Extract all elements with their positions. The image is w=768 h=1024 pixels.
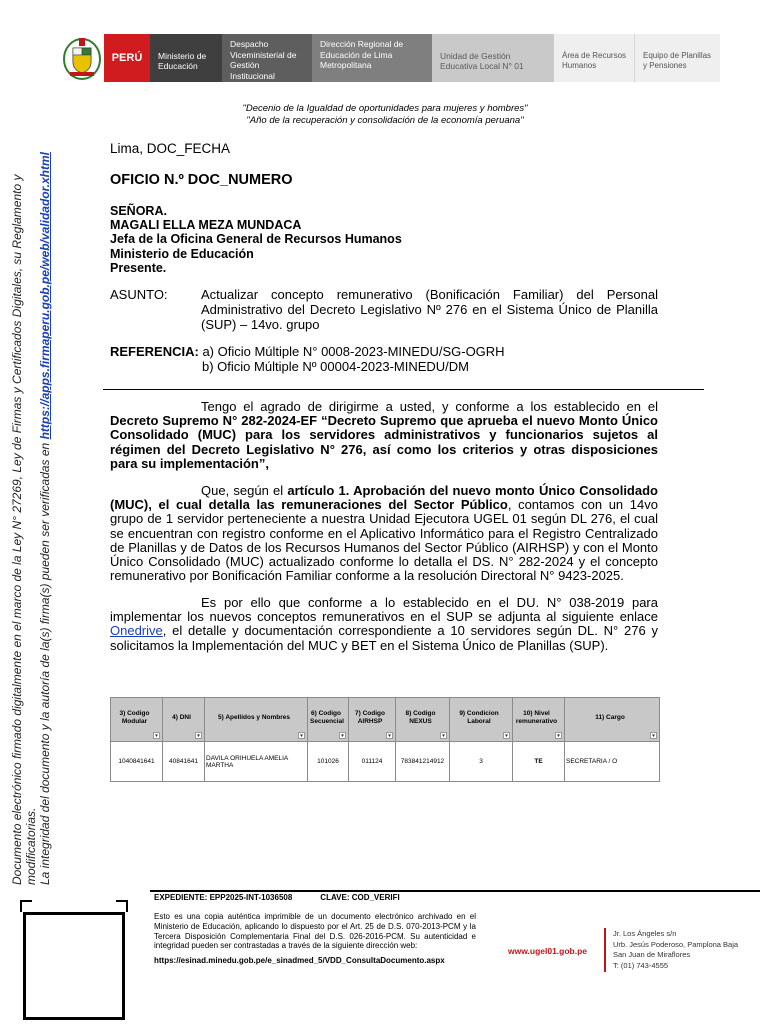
col-codigo-airhsp: 7) Codigo AIRHSP ▾ <box>349 698 396 742</box>
paragraph-1-intro: Tengo el agrado de dirigirme a usted, y conforme a los establecido en el <box>201 399 658 414</box>
reference-a: a) Oficio Múltiple N° 0008-2023-MINEDU/SG-OGRH <box>198 344 505 359</box>
expediente-number: EXPEDIENTE: EPP2025-INT-1036508 <box>154 893 293 902</box>
subject-block <box>110 287 658 332</box>
cell-nivel-remunerativo: TE <box>513 742 565 782</box>
paragraph-3-intro: Es por ello que conforme a lo establecido en el DU. N° 038-2019 para implementar los nuevos conceptos remunerativos en el SUP se adjunta al siguiente enlace <box>110 595 658 625</box>
table-header-row <box>111 698 660 742</box>
paragraph-2-article: artículo 1. Aprobación del nuevo monto Único Consolidado (MUC), el cual detalla las remuneraciones del Sector Público <box>110 483 658 513</box>
cell-condicion-laboral: 3 <box>450 742 513 782</box>
col-condicion-laboral: 9) Condicion Laboral ▾ <box>450 698 513 742</box>
col-codigo-secuencial: 6) Codigo Secuencial ▾ <box>308 698 349 742</box>
col-apellidos-nombres: 5) Apellidos y Nombres ▾ <box>205 698 308 742</box>
signature-note-line2 <box>38 140 52 885</box>
filter-dropdown-icon[interactable]: ▾ <box>440 732 447 739</box>
payroll-team-label: Equipo de Planillas y Pensiones <box>634 34 720 82</box>
recipient-name: MAGALI ELLA MEZA MUNDACA <box>110 218 302 233</box>
document-number-title: OFICIO N.º DOC_NUMERO <box>110 172 293 188</box>
place-date: Lima, DOC_FECHA <box>110 141 231 156</box>
address-line3: San Juan de Miraflores <box>613 950 691 959</box>
regional-direction-label: Dirección Regional de Educación de Lima Metropolitana <box>312 34 432 82</box>
cell-apellidos-nombres: DAVILA ORIHUELA AMELIA MARTHA <box>205 742 308 782</box>
recipient-presente: Presente. <box>110 260 167 275</box>
decade-slogan <box>150 103 620 127</box>
col-nivel-remunerativo: 10) Nivel remunerativo ▾ <box>513 698 565 742</box>
section-divider <box>103 389 704 390</box>
vice-ministry-label: Despacho Viceministerial de Gestión Institucional <box>222 34 312 82</box>
recipient-block <box>110 204 402 275</box>
ministry-label: Ministerio de Educación <box>150 34 222 82</box>
signature-note-text: La integridad del documento y la autoría de la(s) firma(s) pueden ser verificadas en <box>38 439 52 885</box>
paragraph-3 <box>110 596 658 653</box>
paragraph-2-body: , contamos con un 14vo grupo de 1 servidor perteneciente a nuestra Unidad Ejecutora UGEL 01 según DL 276, el cual se encuentran con registro conforme en el Aplicativo Informático para el Registro Centralizado de Planillas y de Datos de los Recursos Humanos del Sector Público (AIRHSP) y con el Monto Único Consolidado (MUC) actualizado conforme lo detalla el DS. N° 282-2024 y el concepto remunerativo por Bonificación Familiar conforme a la resolución Directoral N° 9423-2025. <box>110 497 658 584</box>
ugel-website[interactable]: www.ugel01.gob.pe <box>508 946 588 956</box>
hr-area-label: Área de Recursos Humanos <box>554 34 634 82</box>
peru-label: PERÚ <box>104 34 150 82</box>
paragraph-2-intro: Que, según el <box>201 483 288 498</box>
digital-signature-note <box>10 140 52 885</box>
filter-dropdown-icon[interactable]: ▾ <box>503 732 510 739</box>
subject-label: ASUNTO: <box>110 287 168 302</box>
onedrive-link[interactable]: Onedrive <box>110 623 163 639</box>
cell-cargo: SECRETARIA / O <box>565 742 660 782</box>
paragraph-1 <box>110 400 658 471</box>
recipient-salutation: SEÑORA. <box>110 204 167 218</box>
cell-codigo-modular: 1040841641 <box>111 742 163 782</box>
verification-url[interactable]: https://esinad.minedu.gob.pe/e_sinadmed_5/VDD_ConsultaDocumento.aspx <box>154 956 445 966</box>
institutional-header <box>62 34 720 82</box>
qr-code-frame <box>20 896 128 1020</box>
address-line2: Urb. Jesús Poderoso, Pamplona Baja <box>613 939 739 949</box>
filter-dropdown-icon[interactable]: ▾ <box>386 732 393 739</box>
cell-codigo-airhsp: 011124 <box>349 742 396 782</box>
filter-dropdown-icon[interactable]: ▾ <box>339 732 346 739</box>
col-codigo-nexus: 8) Codigo NEXUS ▾ <box>396 698 450 742</box>
verification-key: CLAVE: COD_VERIFI <box>320 893 400 902</box>
paragraph-1-decree: Decreto Supremo N° 282-2024-EF “Decreto Supremo que aprueba el nuevo Monto Único Consolidado (MUC) para los servidores administrativos y funcionarios sujetos al régimen del Decreto Legislativo N° 276, así como los criterios y otras disposiciones para su implementación”, <box>110 413 658 471</box>
cell-codigo-secuencial: 101026 <box>308 742 349 782</box>
filter-dropdown-icon[interactable]: ▾ <box>555 732 562 739</box>
filter-dropdown-icon[interactable]: ▾ <box>153 732 160 739</box>
reference-block <box>110 344 505 374</box>
reference-label: REFERENCIA: <box>110 344 199 359</box>
authenticity-text: Esto es una copia auténtica imprimible de un documento electrónico archivado en el Ministerio de Educación, aplicando lo dispuesto por el Art. 25 de D.S. 070-2013-PCM y la Tercera Disposición Complementaria Final del D.S. 026-2016-PCM. Su autenticidad e integridad pueden ser contrastadas a través de la siguiente dirección web: <box>154 912 476 951</box>
subject-text: Actualizar concepto remunerativo (Bonificación Familiar) del Personal Administrativo del Decreto Legislativo Nº 276 en el Sistema Único de Planilla (SUP) – 14vo. grupo <box>201 287 658 332</box>
filter-dropdown-icon[interactable]: ▾ <box>195 732 202 739</box>
ugel-label: Unidad de Gestión Educativa Local N° 01 <box>432 34 554 82</box>
cell-dni: 40841641 <box>163 742 205 782</box>
col-cargo: 11) Cargo ▾ <box>565 698 660 742</box>
decade-slogan-line1: "Decenio de la Igualdad de oportunidades para mujeres y hombres" <box>242 103 528 114</box>
phone-number: T: (01) 743-4555 <box>613 960 669 970</box>
address-line1: Jr. Los Ángeles s/n <box>613 929 677 938</box>
validator-link[interactable]: https://apps.firmaperu.gob.pe/web/validador.xhtml <box>38 152 52 440</box>
decade-slogan-line2: "Año de la recuperación y consolidación de la economía peruana" <box>246 115 524 126</box>
footer-divider <box>150 890 760 892</box>
address-block <box>613 929 738 971</box>
table-row <box>111 742 660 782</box>
cell-codigo-nexus: 783841214912 <box>396 742 450 782</box>
authenticity-notice <box>154 912 476 966</box>
paragraph-2 <box>110 484 658 583</box>
recipient-institution: Ministerio de Educación <box>110 246 254 261</box>
footer-accent-bar <box>604 928 606 972</box>
filter-dropdown-icon[interactable]: ▾ <box>298 732 305 739</box>
paragraph-3-body: , el detalle y documentación correspondiente a 10 servidores según DL. N° 276 y solicitamos la Implementación del MUC y BET en el Sistema Único de Planillas (SUP). <box>110 623 658 653</box>
national-shield-logo <box>62 34 102 82</box>
recipient-position: Jefa de la Oficina General de Recursos Humanos <box>110 232 402 247</box>
file-reference <box>154 893 400 902</box>
filter-dropdown-icon[interactable]: ▾ <box>650 732 657 739</box>
col-codigo-modular: 3) Codigo Modular ▾ <box>111 698 163 742</box>
servers-table <box>110 697 660 782</box>
col-dni: 4) DNI ▾ <box>163 698 205 742</box>
reference-b: b) Oficio Múltiple Nº 00004-2023-MINEDU/DM <box>202 359 470 374</box>
signature-note-line1: Documento electrónico firmado digitalmente en el marco de la Ley N° 27269, Ley de Firmas y Certificados Digitales, su Reglamento y modificatorias. <box>10 174 38 885</box>
